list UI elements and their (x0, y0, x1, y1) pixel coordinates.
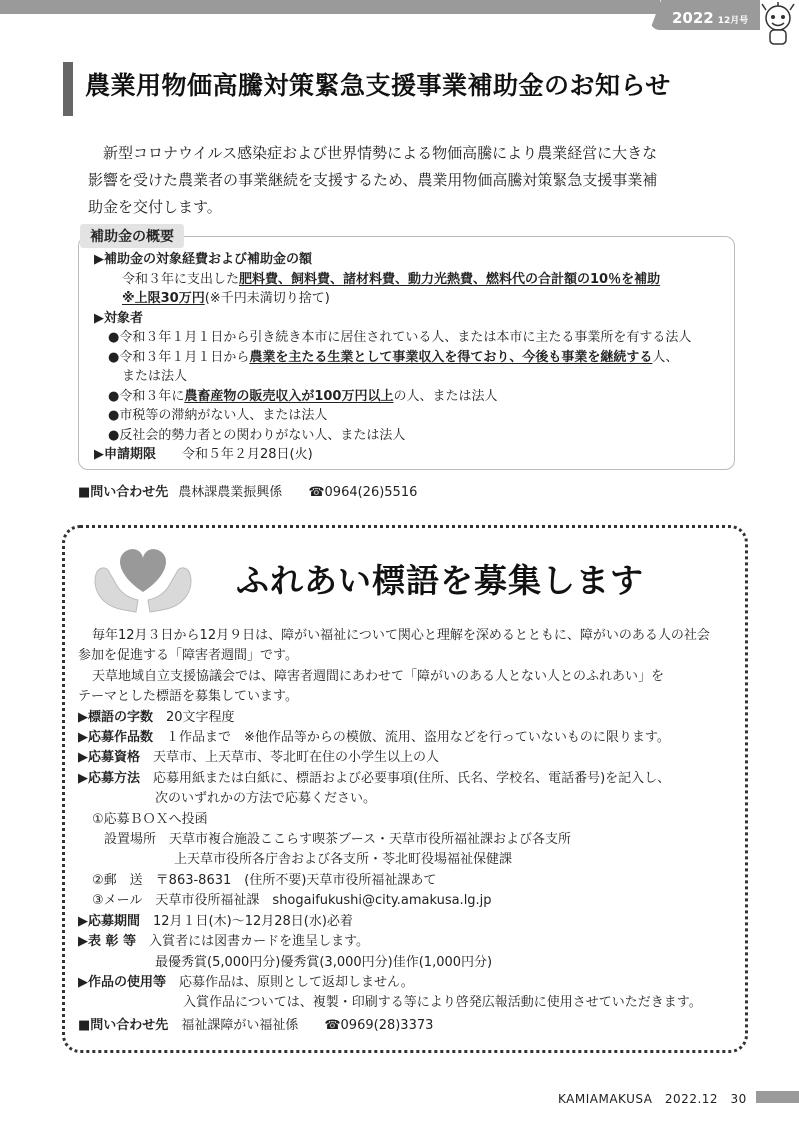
page-footer: KAMIAMAKUSA 2022.12 30 (558, 1092, 747, 1106)
header-bar (0, 0, 660, 14)
footer-bar (756, 1091, 799, 1103)
mascot-icon (758, 2, 798, 46)
heart-hands-icon (88, 540, 198, 618)
article2-title: ふれあい標語を募集します (236, 561, 644, 600)
title-accent (63, 62, 73, 116)
summary-box-label: 補助金の概要 (80, 224, 184, 248)
contact-info-1: ■問い合わせ先 農林課農業振興係 ☎0964(26)5516 (78, 485, 418, 500)
summary-content: ▶補助金の対象経費および補助金の額 令和３年に支出した肥料費、飼料費、諸材料費、動力光熱費、燃料代の合計額の10％を補助 ※上限30万円(※千円未満切り捨て) ▶対象者 ●令和３年１月１日から引き続き本市に居住されている人、または本市に主たる事業所を有する法人 ●令和３年１月１日から農業を主たる生業として事業収入を得ており、今後も事業を継続する人、 または法人 ●令和３年に農畜産物の販売収入が100万円以上の人、または法人 ●市税等の滞納がない人、または法人 ●反社会的勢力者との関わりがない人、または法人 ▶申請期限 令和５年２月28日(火) (94, 252, 692, 462)
article1-title: 農業用物価高騰対策緊急支援事業補助金のお知らせ (85, 71, 671, 100)
article1-intro: 新型コロナウイルス感染症および世界情勢による物価高騰により農業経営に大きな 影響を受けた農業者の事業継続を支援するため、農業用物価高騰対策緊急支援事業補 助金を交付します。 (88, 144, 658, 216)
issue-label: 2022 12月号 (672, 9, 749, 27)
article2-body: 毎年12月３日から12月９日は、障がい福祉について関心と理解を深めるとともに、障がいのある人の社会 参加を促進する「障害者週間」です。 天草地域自立支援協議会では、障害者週間にあわせて「障がいのある人とない人とのふれあい」を テーマとした標語を募集しています。 ▶標語の字数 20文字程度 ▶応募作品数 １作品まで ※他作品等からの模倣、流用、盗用などを行っていないものに限ります。 ▶応募資格 天草市、上天草市、苓北町在住の小学生以上の人 ▶応募方法 応募用紙または白紙に、標語および必要事項(住所、氏名、学校名、電話番号)を記入し、 次のいずれかの方法で応募ください。 ①応募ＢＯＸへ投函 設置場所 天草市複合施設ここらす喫茶ブース・天草市役所福祉課および各支所 上天草市役所各庁舎および各支所・苓北町役場福祉保健課 ②郵 送 〒863-8631 (住所不要)天草市役所福祉課あて ③メール 天草市役所福祉課 shogaifukushi@city.amakusa.lg.jp ▶応募期間 12月１日(木)～12月28日(水)必着 ▶表 彰 等 入賞者には図書カードを進呈します。 最優秀賞(5,000円分)優秀賞(3,000円分)佳作(1,000円分) ▶作品の使用等 応募作品は、原則として返却しません。 入賞作品については、複製・印刷する等により啓発広報活動に使用させていただきます。 ■問い合わせ先 福祉課障がい福祉係 ☎0969(28)3373 (78, 628, 710, 1033)
